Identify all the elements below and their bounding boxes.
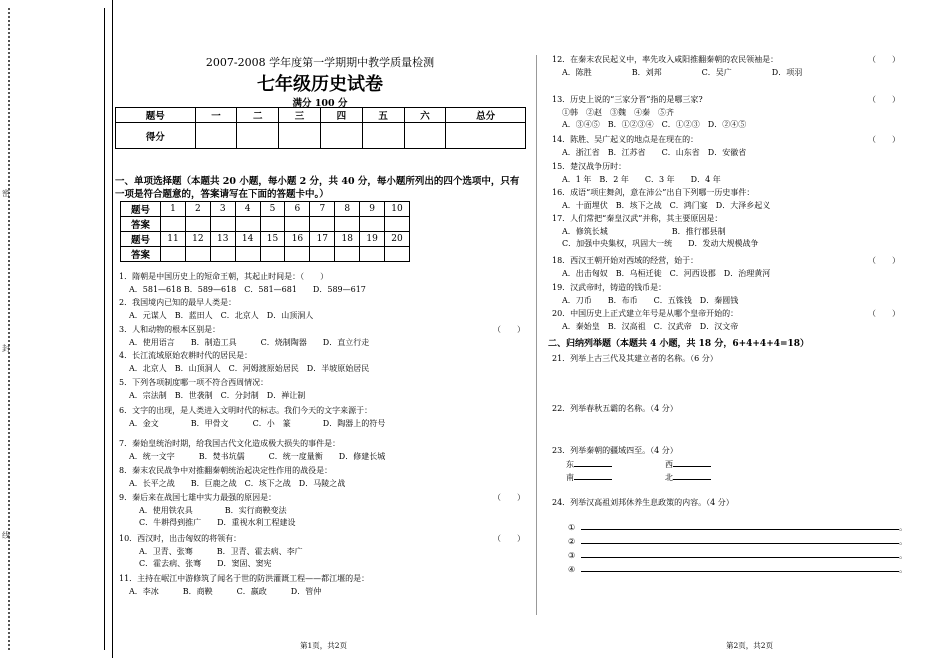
question-stem: 3．人和动物的根本区别是： bbox=[119, 325, 221, 334]
score-header-cell: 总分 bbox=[446, 108, 526, 123]
answer-card-slot[interactable] bbox=[210, 217, 235, 232]
answer-card-number: 20 bbox=[385, 232, 410, 247]
answer-card-slot[interactable] bbox=[210, 247, 235, 262]
score-cell[interactable] bbox=[446, 123, 526, 149]
answer-card-number: 2 bbox=[185, 202, 210, 217]
answer-card-number: 11 bbox=[161, 232, 186, 247]
question-21: 21．列举上古三代及其建立者的名称。（6 分） bbox=[552, 354, 718, 363]
full-score: 满分 100 分 bbox=[292, 98, 348, 109]
answer-line-number: ② bbox=[568, 537, 576, 546]
question-stem: 5．下列各项制度哪一项不符合西周情况： bbox=[119, 378, 269, 387]
question-stem: 6．文字的出现，是人类进入文明时代的标志。我们今天的文字来源于： bbox=[119, 406, 373, 415]
answer-card-number: 17 bbox=[310, 232, 335, 247]
answer-line-number: ③ bbox=[568, 551, 576, 560]
question-stem: 18．西汉王朝开始对西域的经营，始于： bbox=[552, 256, 699, 265]
question-stem: 16．成语“项庄舞剑，意在沛公”出自下列哪一历史事件： bbox=[552, 188, 755, 197]
question-options: A．宗法制 B．世袭制 C．分封制 D．禅让制 bbox=[129, 391, 306, 400]
answer-card-number: 16 bbox=[285, 232, 310, 247]
question-options: A．刀币 B．布币 C．五铢钱 D．秦圆钱 bbox=[562, 296, 739, 305]
answer-card-number: 13 bbox=[210, 232, 235, 247]
answer-card-slot[interactable] bbox=[310, 217, 335, 232]
question-stem: 12．在秦末农民起义中，率先攻入咸阳推翻秦朝的农民领袖是： bbox=[552, 55, 779, 64]
answer-card-slot[interactable] bbox=[385, 217, 410, 232]
score-cell[interactable] bbox=[362, 123, 404, 149]
question-23: 23．列举秦朝的疆域四至。（4 分） bbox=[552, 446, 678, 455]
answer-card-row-label: 题号 bbox=[121, 232, 161, 247]
answer-line-number: ④ bbox=[568, 565, 576, 574]
answer-line[interactable] bbox=[581, 543, 899, 544]
answer-line[interactable] bbox=[581, 557, 899, 558]
question-stem: 19．汉武帝时，铸造的钱币是： bbox=[552, 283, 667, 292]
binding-label-seal: 密 bbox=[2, 189, 10, 198]
answer-line-row bbox=[568, 523, 907, 533]
answer-line-period: 。 bbox=[899, 565, 908, 574]
answer-card-number: 14 bbox=[235, 232, 260, 247]
score-cell[interactable] bbox=[320, 123, 362, 149]
direction-east-label: 东 bbox=[566, 460, 574, 469]
answer-card-slot[interactable] bbox=[360, 217, 385, 232]
answer-card-number: 18 bbox=[335, 232, 360, 247]
direction-west-label: 西 bbox=[665, 460, 673, 469]
page-divider bbox=[536, 55, 537, 615]
answer-card-number: 19 bbox=[360, 232, 385, 247]
direction-east bbox=[566, 460, 612, 470]
section1-title-line2: 一项是符合题意的，答案请写在下面的答题卡中。） bbox=[115, 189, 329, 200]
answer-paren[interactable]: （ ） bbox=[493, 325, 525, 334]
answer-card-row-label: 答案 bbox=[121, 247, 161, 262]
question-options: A．长平之战 B．巨鹿之战 C．垓下之战 D．马陵之战 bbox=[129, 479, 346, 488]
answer-line-number: ① bbox=[568, 523, 576, 532]
question-stem: 1．隋朝是中国历史上的短命王朝，其起止时间是：（ ） bbox=[119, 272, 329, 281]
answer-card-row-label: 答案 bbox=[121, 217, 161, 232]
binding-label-line: 线 bbox=[2, 531, 10, 540]
question-options: A．北京人 B．山顶洞人 C．河姆渡原始居民 D．半坡原始居民 bbox=[129, 364, 370, 373]
section1-title-line1: 一、单项选择题（本题共 20 小题，每小题 2 分，共 40 分，每小题所列出的四个选项中，只有 bbox=[115, 176, 520, 187]
question-options: A．统一文字 B．焚书坑儒 C．统一度量衡 D．修建长城 bbox=[129, 452, 386, 461]
answer-card-slot[interactable] bbox=[185, 247, 210, 262]
answer-blank[interactable] bbox=[673, 466, 711, 467]
answer-card-number: 8 bbox=[335, 202, 360, 217]
question-stem: 14．陈胜、吴广起义的地点是在现在的： bbox=[552, 135, 699, 144]
answer-line-period: 。 bbox=[899, 523, 908, 532]
question-options: C．加强中央集权，巩固大一统 D．发动大规模战争 bbox=[562, 239, 759, 248]
page-footer-right: 第2页，共2页 bbox=[726, 641, 774, 650]
answer-card-number: 9 bbox=[360, 202, 385, 217]
question-options: C．霍去病、张骞 D．窦固、窦宪 bbox=[139, 559, 272, 568]
question-options: A．浙江省 B．江苏省 C．山东省 D．安徽省 bbox=[562, 148, 747, 157]
direction-north-label: 北 bbox=[665, 473, 673, 482]
question-stem: 9．秦后来在战国七雄中实力最强的原因是： bbox=[119, 493, 277, 502]
answer-card-slot[interactable] bbox=[335, 247, 360, 262]
question-options: A．③④⑤ B．①②③④ C．①②③ D．②④⑤ bbox=[562, 120, 747, 129]
answer-card-slot[interactable] bbox=[335, 217, 360, 232]
answer-blank[interactable] bbox=[574, 466, 612, 467]
question-24: 24．列举汉高祖刘邦休养生息政策的内容。（4 分） bbox=[552, 498, 734, 507]
section1-title bbox=[115, 175, 527, 201]
answer-paren[interactable]: （ ） bbox=[868, 95, 900, 104]
score-header-cell: 六 bbox=[404, 108, 446, 123]
score-header-cell: 五 bbox=[362, 108, 404, 123]
question-stem: 2．我国境内已知的最早人类是： bbox=[119, 298, 237, 307]
binding-solid-line bbox=[104, 8, 105, 650]
answer-card-slot[interactable] bbox=[310, 247, 335, 262]
question-22: 22．列举春秋五霸的名称。（4 分） bbox=[552, 404, 678, 413]
question-options: A．李冰 B．商鞅 C．嬴政 D．管仲 bbox=[129, 587, 322, 596]
question-stem: 4．长江流域原始农耕时代的居民是： bbox=[119, 351, 253, 360]
answer-line-period: 。 bbox=[899, 537, 908, 546]
question-options: A．1 年 B．2 年 C．3 年 D．4 年 bbox=[562, 175, 721, 184]
score-cell[interactable] bbox=[279, 123, 321, 149]
question-stem: 7．秦始皇统治时期，给我国古代文化造成极大损失的事件是： bbox=[119, 439, 341, 448]
page-footer-left: 第1页，共2页 bbox=[300, 641, 348, 650]
answer-card-number: 7 bbox=[310, 202, 335, 217]
section2-title: 二、归纳列举题（本题共 4 小题，共 18 分，6+4+4+4=18） bbox=[548, 339, 810, 349]
answer-card-slot[interactable] bbox=[285, 247, 310, 262]
answer-card-number: 15 bbox=[260, 232, 285, 247]
score-row-label: 得分 bbox=[116, 123, 196, 149]
exam-title: 七年级历史试卷 bbox=[257, 74, 383, 95]
answer-card-slot[interactable] bbox=[285, 217, 310, 232]
answer-card-number: 10 bbox=[385, 202, 410, 217]
answer-line-row bbox=[568, 565, 907, 575]
question-options: ①韩 ②赵 ③魏 ④秦 ⑤齐 bbox=[562, 108, 674, 117]
question-options: A．陈胜 B．刘邦 C．吴广 D．项羽 bbox=[562, 68, 803, 77]
answer-card-slot[interactable] bbox=[235, 247, 260, 262]
answer-paren[interactable]: （ ） bbox=[493, 493, 525, 502]
answer-card bbox=[120, 201, 410, 262]
answer-paren[interactable]: （ ） bbox=[493, 534, 525, 543]
score-cell[interactable] bbox=[404, 123, 446, 149]
answer-card-number: 4 bbox=[235, 202, 260, 217]
question-options: A．卫青、张骞 B．卫青、霍去病、李广 bbox=[139, 547, 303, 556]
answer-card-slot[interactable] bbox=[385, 247, 410, 262]
answer-card-slot[interactable] bbox=[185, 217, 210, 232]
answer-line[interactable] bbox=[581, 529, 899, 530]
answer-paren[interactable]: （ ） bbox=[868, 135, 900, 144]
question-stem: 17．人们常把“秦皇汉武”并称，其主要原因是： bbox=[552, 214, 723, 223]
question-options: A．秦始皇 B．汉高祖 C．汉武帝 D．汉文帝 bbox=[562, 322, 739, 331]
score-header-cell: 四 bbox=[320, 108, 362, 123]
question-options: A．出击匈奴 B．乌桓迁徙 C．河西设郡 D．治理黄河 bbox=[562, 269, 771, 278]
question-options: A．十面埋伏 B．垓下之战 C．鸿门宴 D．大泽乡起义 bbox=[562, 201, 771, 210]
answer-blank[interactable] bbox=[574, 479, 612, 480]
answer-card-number: 5 bbox=[260, 202, 285, 217]
question-stem: 8．秦末农民战争中对推翻秦朝统治起决定性作用的战役是： bbox=[119, 466, 333, 475]
answer-card-slot[interactable] bbox=[235, 217, 260, 232]
answer-card-number: 1 bbox=[161, 202, 186, 217]
question-options: A．使用语言 B．制造工具 C．烧制陶器 D．直立行走 bbox=[129, 338, 370, 347]
question-options: A．元谋人 B．蓝田人 C．北京人 D．山顶洞人 bbox=[129, 311, 314, 320]
direction-north bbox=[665, 473, 711, 483]
binding-dotted-line bbox=[8, 8, 10, 650]
question-stem: 11．主持在岷江中游修筑了闻名于世的防洪灌溉工程——都江堰的是： bbox=[119, 574, 370, 583]
answer-card-slot[interactable] bbox=[161, 217, 186, 232]
answer-paren[interactable]: （ ） bbox=[868, 55, 900, 64]
question-stem: 10．西汉时，出击匈奴的将领有： bbox=[119, 534, 242, 543]
score-cell[interactable] bbox=[195, 123, 237, 149]
answer-line-row bbox=[568, 537, 907, 547]
answer-card-number: 12 bbox=[185, 232, 210, 247]
question-options: A．使用铁农具 B．实行商鞅变法 bbox=[139, 506, 287, 515]
answer-card-number: 3 bbox=[210, 202, 235, 217]
question-options: A．金文 B．甲骨文 C．小 篆 D．陶器上的符号 bbox=[129, 419, 386, 428]
answer-line-period: 。 bbox=[899, 551, 908, 560]
question-options: A．修筑长城 B．推行郡县制 bbox=[562, 227, 726, 236]
answer-card-slot[interactable] bbox=[260, 247, 285, 262]
question-stem: 20．中国历史上正式建立年号是从哪个皇帝开始的： bbox=[552, 309, 739, 318]
question-stem: 13．历史上说的“三家分晋”指的是哪三家? bbox=[552, 95, 703, 104]
answer-blank[interactable] bbox=[673, 479, 711, 480]
answer-line[interactable] bbox=[581, 571, 899, 572]
direction-west bbox=[665, 460, 711, 470]
binding-label-envelope: 封 bbox=[2, 344, 10, 353]
direction-south-label: 南 bbox=[566, 473, 574, 482]
score-table bbox=[115, 107, 526, 149]
question-options: C．牛耕得到推广 D．重视水利工程建设 bbox=[139, 518, 296, 527]
score-cell[interactable] bbox=[237, 123, 279, 149]
answer-paren[interactable]: （ ） bbox=[868, 309, 900, 318]
question-options: A．581—618 B．589—618 C．581—681 D．589—617 bbox=[129, 285, 366, 294]
answer-card-row-label: 题号 bbox=[121, 202, 161, 217]
answer-line-row bbox=[568, 551, 907, 561]
score-header-cell: 题号 bbox=[116, 108, 196, 123]
answer-paren[interactable]: （ ） bbox=[868, 256, 900, 265]
answer-card-number: 6 bbox=[285, 202, 310, 217]
exam-subtitle: 2007-2008 学年度第一学期期中教学质量检测 bbox=[205, 56, 435, 69]
direction-south bbox=[566, 473, 612, 483]
score-header-cell: 三 bbox=[279, 108, 321, 123]
left-page bbox=[115, 0, 525, 658]
answer-card-slot[interactable] bbox=[260, 217, 285, 232]
answer-card-slot[interactable] bbox=[360, 247, 385, 262]
question-stem: 15．楚汉战争历时： bbox=[552, 162, 627, 171]
answer-card-slot[interactable] bbox=[161, 247, 186, 262]
binding-margin bbox=[0, 0, 113, 658]
score-header-cell: 一 bbox=[195, 108, 237, 123]
score-header-cell: 二 bbox=[237, 108, 279, 123]
right-page bbox=[548, 0, 943, 658]
